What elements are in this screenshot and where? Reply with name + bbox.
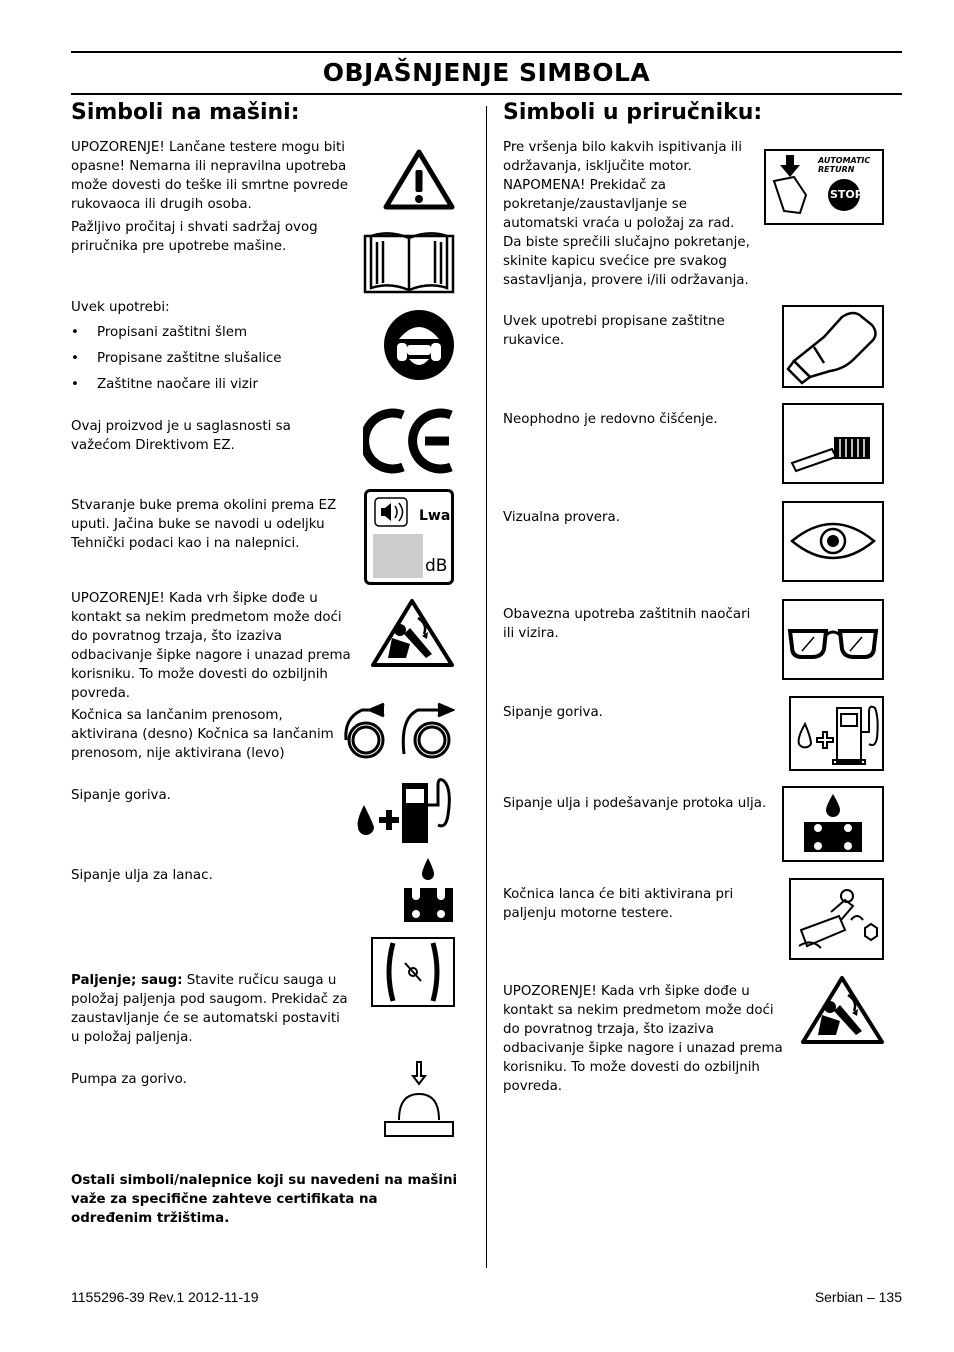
db-label: dB (425, 556, 448, 576)
ce-text: Ovaj proizvod je u saglasnosti sa važećom Direktivom EZ. (71, 419, 291, 453)
cleaning-brush-icon (782, 403, 884, 484)
goggles-text: Obavezna upotreba zaštitnih naočari ili vizira. (503, 607, 751, 641)
brake-start-text: Kočnica lanca će biti aktivirana pri paljenju motorne testere. (503, 887, 734, 921)
read-manual-text: Pažljivo pročitaj i shvati sadržaj ovog priručnika pre upotrebe mašine. (71, 220, 318, 254)
ce-mark-icon (363, 407, 455, 475)
kickback-text: UPOZORENJE! Kada vrh šipke dođe u kontakt sa nekim predmetom može doći do povratnog trzaja, što izaziva odbacivanje šipke nagore i unazad prema korisniku. To može dovesti do ozbiljnih povreda. (71, 591, 351, 701)
page-title: OBJAŠNJENJE SIMBOLA (322, 58, 651, 87)
fuel-primer-icon (383, 1060, 455, 1140)
lwa-label: Lwa (419, 508, 451, 524)
oil-text: Sipanje ulja i podešavanje protoka ulja. (503, 796, 767, 811)
bullet-glasses: • Zaštitne naočare ili vizir (71, 377, 259, 392)
warning-text: UPOZORENJE! Lančane testere mogu biti opasne! Nemarna ili nepravilna upotreba može dovesti do teške ili smrtne povrede rukovaoca ili drugih osoba. (71, 140, 348, 212)
auto-return-stop-icon (764, 149, 884, 225)
warning-triangle-icon (383, 148, 455, 210)
fuel-text-left: Sipanje goriva. (71, 788, 171, 803)
choke-icon (371, 937, 455, 1007)
right-heading: Simboli u priručniku: (503, 100, 763, 125)
oil-flow-icon (782, 786, 884, 862)
chain-oil-text: Sipanje ulja za lanac. (71, 868, 213, 883)
chain-oil-icon (402, 856, 455, 926)
gloves-icon (782, 305, 884, 388)
bullet-earmuffs: • Propisane zaštitne slušalice (71, 351, 282, 366)
kickback-warning-icon (370, 598, 455, 668)
kickback-warning-icon-right (800, 975, 885, 1045)
top-rule (71, 51, 902, 53)
footer-doc-id: 1155296-39 Rev.1 2012-11-19 (71, 1289, 259, 1305)
chain-brake-text: Kočnica sa lančanim prenosom, aktivirana (desno) Kočnica sa lančanim prenosom, nije aktivirana (levo) (71, 708, 334, 761)
choke-text (71, 971, 351, 1047)
column-divider (486, 106, 487, 1268)
safety-glasses-icon (782, 599, 884, 680)
bullet-helmet: • Propisani zaštitni šlem (71, 325, 247, 340)
fuel-icon (354, 775, 455, 845)
choke-bold: Paljenje; saug: (71, 973, 183, 988)
choke-desc: Stavite ručicu sauga u položaj paljenja pod saugom. Prekidač za zaustavljanje će se automatski postaviti u položaj paljenja. (71, 973, 348, 1045)
other-symbols-text: Ostali simboli/nalepnice koji su navedeni na mašini važe za specifične zahteve certifikata na određenim tržištima. (71, 1173, 458, 1226)
visual-check-text: Vizualna provera. (503, 510, 621, 525)
open-book-icon (363, 228, 455, 294)
stop-text: Pre vršenja bilo kakvih ispitivanja ili održavanja, isključite motor. NAPOMENA! Prekidač za pokretanje/zaustavljanje se automatski vraća u položaj za rad. Da biste sprečili slučajno pokretanje, skinite kapicu svećice pre svakog sastavljanja, provere i/ili održavanja. (503, 140, 750, 288)
always-use-text: Uvek upotrebi: (71, 300, 170, 315)
stop-label: STOP (830, 188, 863, 201)
noise-level-label-icon (364, 489, 454, 585)
protective-gear-icon (383, 309, 455, 381)
auto-return-label-1: AUTOMATIC (818, 156, 871, 165)
auto-return-label-2: RETURN (818, 165, 855, 174)
fuel-text-right: Sipanje goriva. (503, 705, 603, 720)
eye-icon (782, 501, 884, 582)
gloves-text: Uvek upotrebi propisane zaštitne rukavice. (503, 314, 725, 348)
fuel-refill-icon (789, 696, 884, 771)
left-heading: Simboli na mašini: (71, 100, 300, 125)
noise-text: Stvaranje buke prema okolini prema EZ uputi. Jačina buke se navodi u odeljku Tehnički podaci kao i na nalepnici. (71, 498, 337, 551)
title-underline (71, 93, 902, 95)
cleaning-text: Neophodno je redovno čišćenje. (503, 412, 718, 427)
chain-brake-icon (342, 698, 455, 760)
primer-text: Pumpa za gorivo. (71, 1072, 187, 1087)
chain-brake-start-icon (789, 878, 884, 960)
footer-page-number: Serbian – 135 (814, 1289, 902, 1305)
kickback-text-right: UPOZORENJE! Kada vrh šipke dođe u kontakt sa nekim predmetom može doći do povratnog trzaja, što izaziva odbacivanje šipke nagore i unazad prema korisniku. To može dovesti do ozbiljnih povreda. (503, 984, 783, 1094)
